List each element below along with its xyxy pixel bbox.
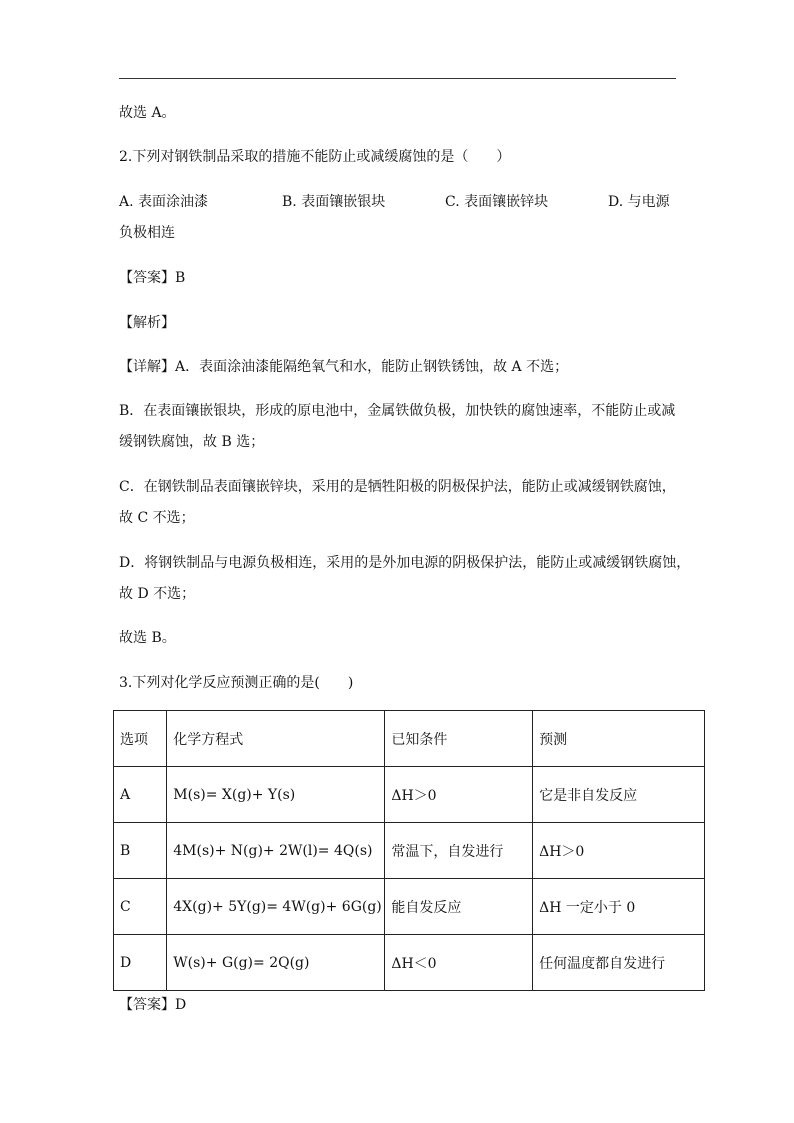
cell-prediction: ΔH＞0 xyxy=(533,823,705,879)
header-equation: 化学方程式 xyxy=(167,711,385,767)
table-row xyxy=(114,879,705,935)
header-prediction: 预测 xyxy=(533,711,705,767)
cell-prediction: 它是非自发反应 xyxy=(533,767,705,823)
cell-option: D xyxy=(114,935,167,991)
cell-condition: 常温下，自发进行 xyxy=(385,823,533,879)
question-2-analysis-heading: 【解析】 xyxy=(119,315,175,331)
detail-c-line-2: 故 C 不选； xyxy=(119,510,195,526)
cell-option: C xyxy=(114,879,167,935)
option-b: B. 表面镶嵌银块 xyxy=(282,194,386,210)
option-a: A. 表面涂油漆 xyxy=(119,194,209,210)
question-2-conclusion: 故选 B。 xyxy=(119,630,176,646)
cell-equation: 4M(s)+ N(g)+ 2W(l)= 4Q(s) xyxy=(167,823,385,879)
header-option: 选项 xyxy=(114,711,167,767)
cell-condition: 能自发反应 xyxy=(385,879,533,935)
question-3-table xyxy=(113,710,705,991)
cell-equation: 4X(g)+ 5Y(g)= 4W(g)+ 6G(g) xyxy=(167,879,385,935)
table-row xyxy=(114,935,705,991)
detail-c-line-1: C．在钢铁制品表面镶嵌锌块，采用的是牺牲阳极的阴极保护法，能防止或减缓钢铁腐蚀， xyxy=(119,479,676,495)
option-d-continued: 负极相连 xyxy=(119,225,175,241)
cell-option: A xyxy=(114,767,167,823)
question-3-answer: 【答案】D xyxy=(119,997,187,1013)
question-3-stem: 3.下列对化学反应预测正确的是( ) xyxy=(119,675,354,691)
cell-option: B xyxy=(114,823,167,879)
detail-b-line-2: 缓钢铁腐蚀，故 B 选； xyxy=(119,434,265,450)
detail-d-line-2: 故 D 不选； xyxy=(119,586,196,602)
cell-condition: ΔH＞0 xyxy=(385,767,533,823)
question-2-stem: 2.下列对钢铁制品采取的措施不能防止或减缓腐蚀的是（ ） xyxy=(119,149,511,165)
cell-prediction: ΔH 一定小于 0 xyxy=(533,879,705,935)
header-rule xyxy=(119,78,676,79)
cell-equation: W(s)+ G(g)= 2Q(g) xyxy=(167,935,385,991)
detail-a: 【详解】A．表面涂油漆能隔绝氧气和水，能防止钢铁锈蚀，故 A 不选； xyxy=(119,359,569,375)
detail-b-line-1: B．在表面镶嵌银块，形成的原电池中，金属铁做负极，加快铁的腐蚀速率，不能防止或减 xyxy=(119,403,676,419)
table-header-row xyxy=(114,711,705,767)
cell-condition: ΔH＜0 xyxy=(385,935,533,991)
previous-conclusion: 故选 A。 xyxy=(119,105,176,121)
cell-equation: M(s)= X(g)+ Y(s) xyxy=(167,767,385,823)
question-2-answer: 【答案】B xyxy=(119,270,186,286)
table-row xyxy=(114,823,705,879)
table-row xyxy=(114,767,705,823)
option-c: C. 表面镶嵌锌块 xyxy=(445,194,549,210)
header-condition: 已知条件 xyxy=(385,711,533,767)
detail-d-line-1: D．将钢铁制品与电源负极相连，采用的是外加电源的阴极保护法，能防止或减缓钢铁腐蚀， xyxy=(119,555,691,571)
cell-prediction: 任何温度都自发进行 xyxy=(533,935,705,991)
option-d: D. 与电源 xyxy=(608,194,670,210)
